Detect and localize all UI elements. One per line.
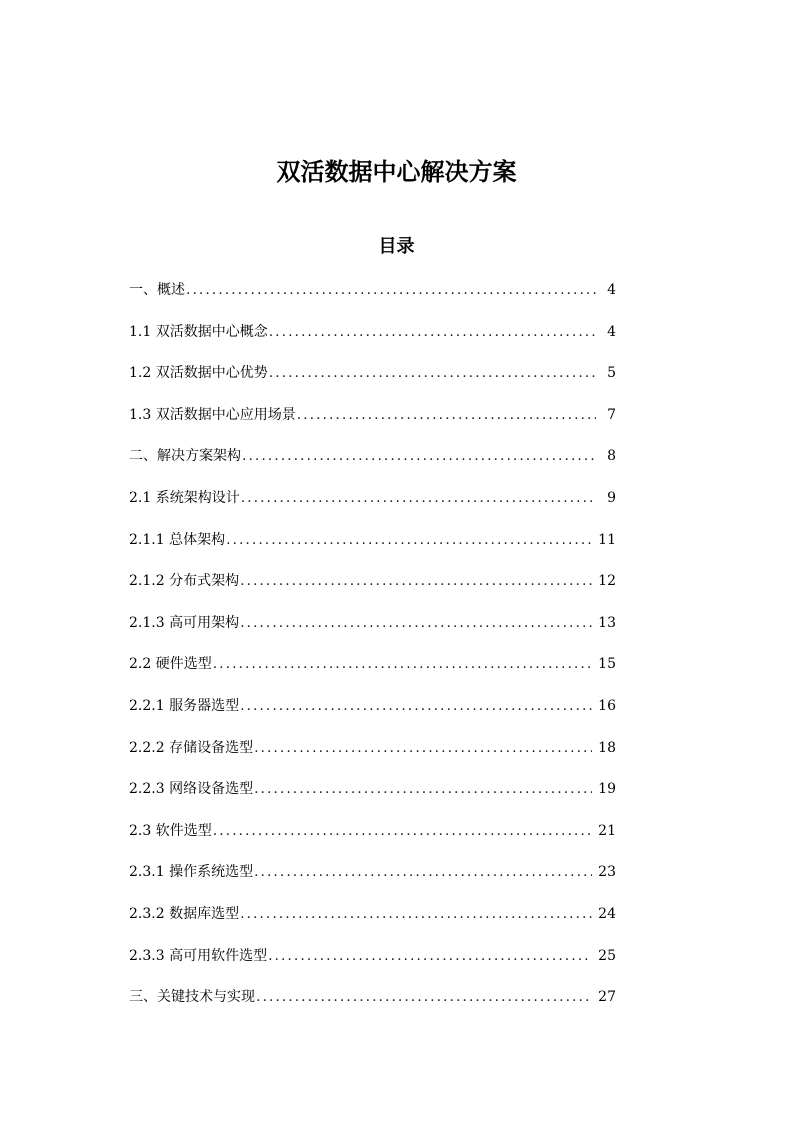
toc-entry[interactable] xyxy=(129,401,616,443)
toc-entry-label: 2.2.2 存储设备选型 xyxy=(129,739,254,756)
toc-entry[interactable] xyxy=(129,609,616,651)
toc-leader-dots xyxy=(254,734,592,762)
toc-entry-page: 4 xyxy=(607,282,616,298)
toc-entry[interactable] xyxy=(129,900,616,942)
toc-entry[interactable] xyxy=(129,442,616,484)
toc-entry[interactable] xyxy=(129,734,616,776)
toc-entry[interactable] xyxy=(129,276,616,318)
toc-entry-page: 19 xyxy=(598,781,616,798)
toc-entry-page: 16 xyxy=(598,697,616,714)
toc-leader-dots xyxy=(213,650,592,678)
toc-entry-page: 24 xyxy=(598,905,616,922)
toc-entry-label: 2.1.3 高可用架构 xyxy=(129,614,240,631)
toc-entry[interactable] xyxy=(129,318,616,360)
toc-leader-dots xyxy=(213,817,592,845)
toc-entry-label: 2.2.3 网络设备选型 xyxy=(129,781,254,798)
toc-leader-dots xyxy=(240,609,592,637)
toc-entry-page: 5 xyxy=(607,365,616,382)
toc-entry[interactable] xyxy=(129,526,616,568)
toc-leader-dots xyxy=(240,692,592,720)
toc-heading: 目录 xyxy=(378,235,415,257)
toc-entry-label: 2.1.2 分布式架构 xyxy=(129,573,240,590)
document-title: 双活数据中心解决方案 xyxy=(276,158,517,187)
toc-entry-page: 25 xyxy=(598,947,616,964)
toc-entry[interactable] xyxy=(129,858,616,900)
toc-entry-label: 1.1 双活数据中心概念 xyxy=(129,323,268,340)
toc-entry-page: 15 xyxy=(598,656,616,673)
toc-entry-page: 12 xyxy=(598,573,616,590)
toc-entry-page: 8 xyxy=(607,448,616,465)
toc-entry-label: 二、解决方案架构 xyxy=(129,448,241,465)
toc-entry[interactable] xyxy=(129,817,616,859)
toc-entry-label: 2.1.1 总体架构 xyxy=(129,531,226,548)
toc-entry-label: 1.2 双活数据中心优势 xyxy=(129,365,268,382)
toc-entry-label: 三、关键技术与实现 xyxy=(129,989,255,1006)
toc-leader-dots xyxy=(242,442,596,470)
toc-entry-page: 7 xyxy=(607,406,616,423)
toc-entry-label: 2.3.2 数据库选型 xyxy=(129,905,240,922)
toc-leader-dots xyxy=(241,484,596,512)
toc-leader-dots xyxy=(186,276,596,304)
toc-leader-dots xyxy=(254,775,592,803)
toc-entry[interactable] xyxy=(129,692,616,734)
toc-entry-page: 27 xyxy=(598,989,616,1006)
toc-leader-dots xyxy=(268,942,592,970)
toc-entry[interactable] xyxy=(129,484,616,526)
toc-entry-page: 11 xyxy=(598,531,616,548)
toc-leader-dots xyxy=(240,900,592,928)
table-of-contents xyxy=(129,276,616,1025)
toc-entry-label: 2.2 硬件选型 xyxy=(129,656,212,673)
toc-entry-label: 1.3 双活数据中心应用场景 xyxy=(129,406,296,423)
toc-entry-page: 21 xyxy=(598,822,616,839)
toc-entry[interactable] xyxy=(129,650,616,692)
toc-entry-page: 18 xyxy=(598,739,616,756)
toc-leader-dots xyxy=(297,401,596,429)
toc-entry-label: 2.2.1 服务器选型 xyxy=(129,697,240,714)
toc-entry-label: 一、概述 xyxy=(129,282,185,298)
toc-leader-dots xyxy=(226,526,592,554)
toc-entry-page: 23 xyxy=(598,864,616,881)
toc-entry[interactable] xyxy=(129,567,616,609)
toc-entry[interactable] xyxy=(129,775,616,817)
toc-entry-label: 2.3.1 操作系统选型 xyxy=(129,864,254,881)
toc-leader-dots xyxy=(254,858,592,886)
toc-leader-dots xyxy=(240,567,592,595)
toc-leader-dots xyxy=(269,359,596,387)
toc-entry-label: 2.1 系统架构设计 xyxy=(129,489,240,506)
toc-leader-dots xyxy=(269,318,596,346)
toc-entry[interactable] xyxy=(129,359,616,401)
toc-entry-page: 4 xyxy=(607,323,616,340)
toc-leader-dots xyxy=(256,983,592,1011)
toc-entry-label: 2.3 软件选型 xyxy=(129,822,212,839)
toc-entry[interactable] xyxy=(129,942,616,984)
toc-entry-label: 2.3.3 高可用软件选型 xyxy=(129,947,268,964)
toc-entry[interactable] xyxy=(129,983,616,1025)
toc-entry-page: 13 xyxy=(598,614,616,631)
toc-entry-page: 9 xyxy=(607,489,616,506)
